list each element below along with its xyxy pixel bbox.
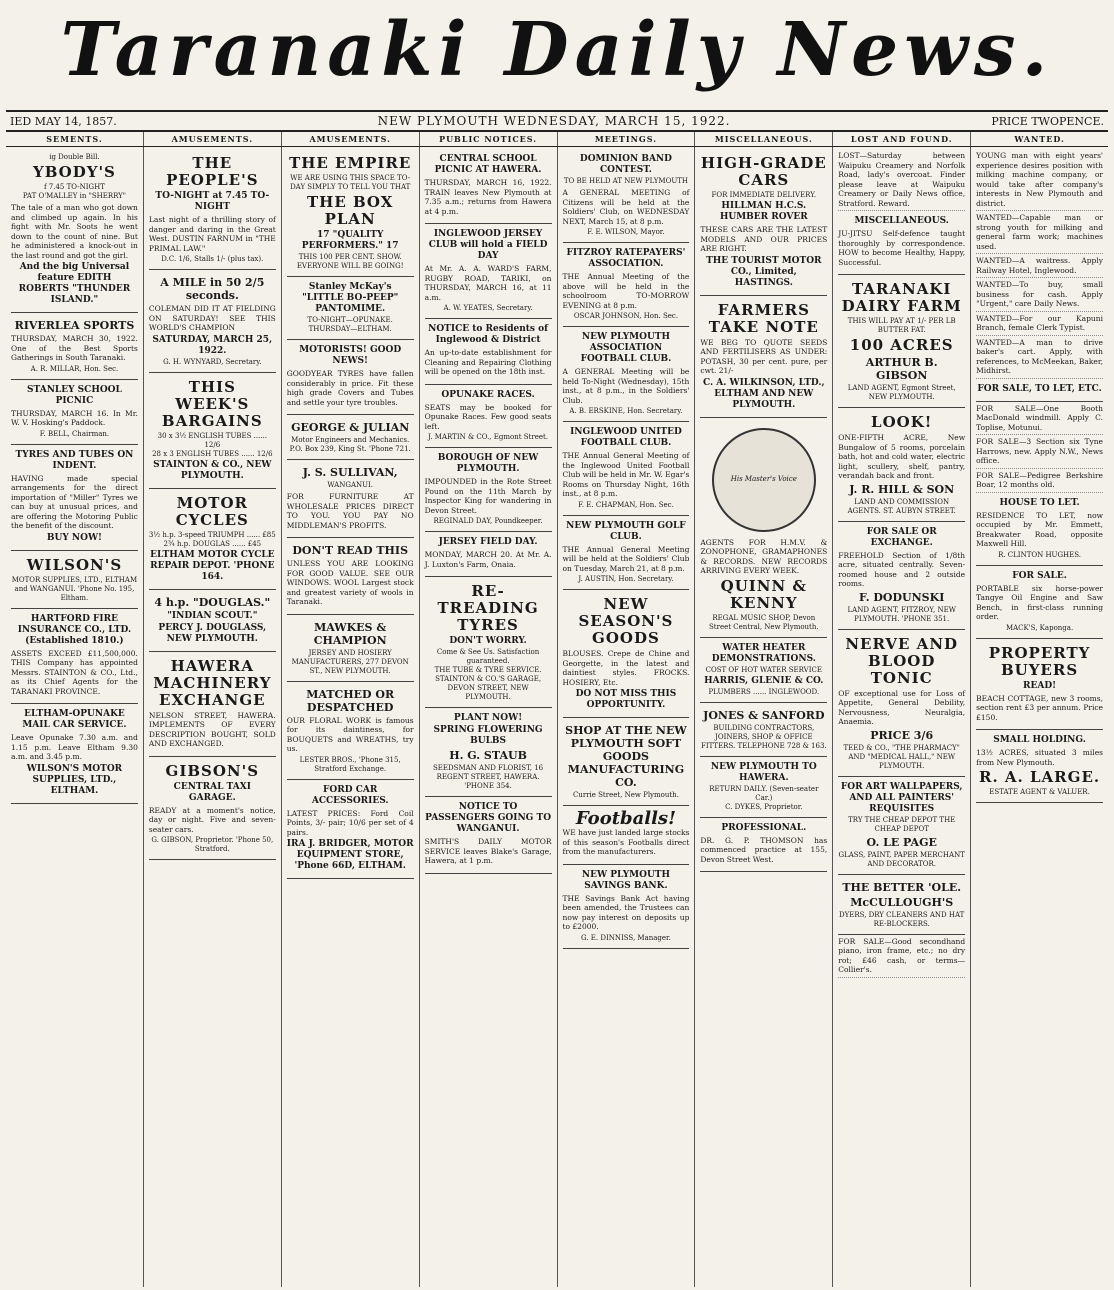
ad-title: J. S. SULLIVAN, [302,466,398,479]
ad-title: HIGH-GRADE CARS [700,154,827,189]
section-for-sale-to-let [976,379,1103,402]
ad-body: READY at a moment's notice, day or night. Five and seven-seater cars. [148,805,276,834]
classified-wanted: WANTED—To buy, small business for cash. Apply "Urgent," care Daily News. [976,278,1103,312]
ad-title: NERVE AND BLOOD TONIC [845,634,959,687]
ad-title: HARTFORD FIRE INSURANCE CO., LTD. (Established 1810.) [17,613,132,646]
ad-body: WE BEG TO QUOTE SEEDS AND FERTILISERS AS UNDER: POTASH, 30 per cent. pure, per cwt. 21/- [700,337,828,375]
ad-body: SMITH'S DAILY MOTOR SERVICE leaves Blake's Garage, Hawera, at 1 p.m. [424,837,552,865]
column-header: PUBLIC NOTICES. [420,132,558,146]
ad-body: UNLESS YOU ARE LOOKING FOR GOOD VALUE. SEE OUR WINDOWS. WOOL Largest stock and greatest variety of wools in Taranaki. [286,559,414,606]
ad-title: MAWKES & CHAMPION [313,620,387,647]
column-2 [144,147,282,1287]
ad-sign: STAINTON & CO., NEW PLYMOUTH. [153,459,272,481]
ad-title: MATCHED OR DESPATCHED [306,687,395,714]
ad-body: THURSDAY, MARCH 16. In Mr. W. V. Hosking's Paddock. [11,408,138,427]
ad-sign: F. E. CHAPMAN, Hon. Sec. [578,500,674,509]
ad-title: PLANT NOW! [453,713,523,723]
ad-body: WE ARE USING THIS SPACE TO-DAY SIMPLY TO TELL YOU THAT [290,174,411,191]
logo-text: His Master's Voice [730,475,797,483]
issue-date: NEW PLYMOUTH WEDNESDAY, MARCH 15, 1922. [377,114,731,128]
ad-property-buyers [976,639,1103,731]
ad-body: 3½ h.p. 3-speed TRIUMPH ...... £85 2¾ h.p. DOUGLAS ...... £45 [148,530,276,548]
column-header: SEMENTS. [6,132,144,146]
ad-body: 13½ ACRES, situated 3 miles from New Plymouth. [976,748,1103,767]
ad-body: THE Annual General Meeting of the Inglewood United Football Club will be held in Mr. W. Egar's Rooms on Thursday Night, 16th inst., at 8 p.m. [562,451,690,498]
ad-title: SHOP AT THE NEW PLYMOUTH SOFT GOODS MANUFACTURING CO. [565,724,687,789]
ad-title: NEW PLYMOUTH SAVINGS BANK. [581,869,670,891]
ad-soft-goods [563,718,690,806]
column-headers [6,132,1108,147]
ad-pantomime [287,277,414,340]
ad-sign: J. R. HILL & SON [849,482,955,496]
classified-wanted: WANTED—For our Kapuni Branch, female Clerk Typist. [976,312,1103,336]
ad-sign: G. E. DINNISS, Manager. [581,933,671,942]
ad-for-sale-exchange [838,522,965,630]
ad-title: FOR SALE. [1012,570,1067,581]
ad-sullivan [287,460,414,538]
ad-line: Currie Street, New Plymouth. [572,791,679,799]
ad-line: THE BOX PLAN [306,193,394,228]
ad-line: ESTATE AGENT & VALUER. [989,788,1090,796]
ad-title: STANLEY SCHOOL PICNIC [27,384,122,406]
classified-wanted: WANTED—Capable man or strong youth for milking and general farm work; machines used. [976,211,1103,254]
established-date: IED MAY 14, 1857. [10,114,117,128]
ad-title: DON'T READ THIS [292,544,409,557]
ad-plant-now [425,708,552,797]
ad-sign: J. MARTIN & CO., Egmont Street. [428,433,549,441]
classified-for-sale: FOR SALE—Pedigree Berkshire Boar, 12 months old. [976,469,1103,493]
ad-title: THIS WEEK'S BARGAINS [161,377,263,430]
ad-title: THE BETTER 'OLE. [842,880,962,894]
column-1 [6,147,144,1287]
classified-wanted: YOUNG man with eight years' experience desires position with milking machine company, or would take after company's interests in New Plymouth and district. [976,149,1103,211]
ad-title: LOOK! [871,413,933,431]
ad-body: DR. G. P. THOMSON has commenced practice at 155, Devon Street West. [700,835,828,864]
ad-sign: F. E. WILSON, Mayor. [587,228,665,236]
ad-riverlea-sports [11,313,138,380]
ad-hartford-insurance [11,609,138,705]
ad-sign: WILSON'S MOTOR SUPPLIES, LTD., ELTHAM. [26,763,123,796]
ad-line: LAND AND COMMISSION AGENTS. ST. AUBYN STREET. [847,497,956,515]
ad-title: YBODY'S [33,163,116,181]
ad-body: PORTABLE six horse-power Tangye Oil Engine and Saw Bench, in first-class running order. [976,583,1103,621]
ad-gibsons [149,757,276,861]
ad-title: HOUSE TO LET. [999,497,1080,508]
columns [6,147,1108,1287]
ad-sign: TEED & CO., "THE PHARMACY" AND "MEDICAL HALL," NEW PLYMOUTH. [843,743,960,770]
ad-portable-engine [976,566,1103,639]
masthead [6,0,1108,96]
ad-title: OPUNAKE RACES. [441,389,535,400]
ad-title: FITZROY RATEPAYERS' ASSOCIATION. [566,248,686,269]
ad-body: DYERS, DRY CLEANERS AND HAT RE-BLOCKERS. [839,910,965,928]
ad-title: HAWERA MACHINERY EXCHANGE [153,656,272,709]
ad-inglewood-jersey-club [425,224,552,319]
column-header: AMUSEMENTS. [144,132,282,146]
ad-title: MOTORISTS! GOOD NEWS! [299,345,402,366]
column-header: WANTED. [1014,134,1065,144]
ad-sign: THE TUBE & TYRE SERVICE. STAINTON & CO.'S GARAGE, DEVON STREET, NEW PLYMOUTH. [434,666,542,701]
column-header: LOST AND FOUND. [833,132,971,146]
column-6 [695,147,833,1287]
ad-matched-despatched [287,682,414,780]
ad-body: An up-to-date establishment for Cleaning and Repairing Clothing will be opened on the 18th inst. [424,348,552,376]
ad-sign: McCULLOUGH'S [850,895,954,909]
ad-body: Leave Opunake 7.30 a.m. and 1.15 p.m. Leave Eltham 9.30 a.m. and 3.45 p.m. [11,733,138,761]
ad-line: DO NOT MISS THIS OPPORTUNITY. [575,689,677,710]
ad-sign: J. AUSTIN, Hon. Secretary. [578,575,674,583]
ad-body: ONE-FIFTH ACRE, New Bungalow of 5 rooms, porcelain bath, hot and cold water, electric light, scullery, shelf, pantry, verandah back and front. [838,433,966,480]
ad-ford-accessories [287,780,414,880]
ad-opunake-races [425,385,552,449]
classified-wanted: WANTED—A waitress. Apply Railway Hotel, Inglewood. [976,254,1103,278]
ad-line: PLUMBERS ...... INGLEWOOD. [708,687,820,696]
ad-body: GOODYEAR TYRES have fallen considerably in price. Fit these high grade Covers and Tubes and settle your tyre troubles. [286,369,414,407]
column-header: MISCELLANEOUS. [695,132,833,146]
ad-title: NOTICE TO PASSENGERS GOING TO WANGANUI. [425,802,552,834]
ad-sign: A. B. ERSKINE, Hon. Secretary. [569,407,683,415]
ad-notice-inglewood [425,319,552,385]
ad-body: The tale of a man who got down and climbed up again. In his fight with Mr. Soots he went down to the count of nine. But he administered a knock-out in the last round and got the girl. [11,203,138,260]
ad-sign: R. A. LARGE. [979,768,1101,786]
ad-douglas [149,590,276,652]
ad-sign: G. GIBSON, Proprietor. 'Phone 50, Stratford. [151,836,274,853]
ad-jersey-field-day [425,532,552,577]
ad-sign: F. BELL, Chairman. [39,429,110,438]
ad-body: THE Annual General Meeting will be held at the Soldiers' Club on Tuesday, March 21, at 8 p.m. [562,544,690,573]
ad-tyres-on-indent [11,445,138,551]
ad-body: WE have just landed large stocks of this season's Footballs direct from the manufacturers. [562,828,690,856]
ad-mawkes-champion [287,615,414,682]
ad-title: ELTHAM-OPUNAKE MAIL CAR SERVICE. [22,709,127,730]
ad-high-grade-cars [700,149,827,296]
classified-lost: LOST—Saturday between Waipuku Creamery and Norfolk Road, lady's overcoat. Finder please leave at Waipuku Creamery or Daily News office, Stratford. Reward. [838,149,965,211]
ad-title: FARMERS TAKE NOTE [708,300,819,336]
ad-title: FORD CAR ACCESSORIES. [311,784,389,806]
column-header: AMUSEMENTS. [282,132,420,146]
ad-everybodys [11,149,138,313]
ad-new-plymouth-hawera [700,757,827,818]
ad-title: INGLEWOOD JERSEY CLUB will hold a FIELD DAY [428,229,548,261]
his-masters-voice-logo [712,428,816,532]
ad-sign: C. A. WILKINSON, LTD., ELTHAM AND NEW PLYMOUTH. [702,377,825,410]
ad-line: SPRING FLOWERING BULBS [433,725,543,746]
ad-line: TO-NIGHT—OPUNAKE. THURSDAY—ELTHAM. [307,316,393,333]
ad-line: WANGANUI. [327,481,374,489]
ad-title: INGLEWOOD UNITED FOOTBALL CLUB. [570,427,682,448]
ad-a-mile [149,270,276,373]
ad-body: FREEHOLD Section of 1/8th acre, situated centrally. Seven-roomed house and 2 outside rooms. [838,550,966,588]
ad-body: SEATS may be booked for Opunake Races. Few good seats left. [424,402,552,431]
ad-dominion-band-contest [563,149,690,243]
ad-line: THIS WILL PAY AT 1/- PER LB BUTTER FAT. [847,317,956,334]
ad-title: GIBSON'S [165,761,260,780]
ad-body: JU-JITSU Self-defence taught thoroughly by correspondence. HOW to become Healthy, Happy, Successful. [838,229,966,267]
ad-title: A MILE in 50 2/5 seconds. [160,276,265,302]
ad-body: RETURN DAILY. (Seven-seater Car.) [709,784,819,802]
ad-body: THURSDAY, MARCH 16, 1922. TRAIN leaves New Plymouth at 7.35 a.m.; returns from Hawera at 4 p.m. [424,178,552,216]
column-3 [282,147,420,1287]
ad-golf-club [563,516,690,591]
ad-body: JERSEY AND HOSIERY MANUFACTURERS, 277 DEVON ST., NEW PLYMOUTH. [291,648,409,675]
ad-line: ig Double Bill. [49,153,100,161]
ad-body: OUR FLORAL WORK is famous for its daintiness, for BOUQUETS and WREATHS, try us. [286,715,414,753]
ad-empire [287,149,414,277]
ad-sign: MACK'S, Kaponga. [1005,623,1074,632]
ad-title: NEW SEASON'S GOODS [578,595,674,647]
ad-title: QUINN & KENNY [720,576,807,612]
ad-body: A GENERAL Meeting will be held To-Night (Wednesday), 15th inst., at 8 p.m., in the Soldiers' Club. [562,367,690,405]
classified-for-sale: FOR SALE—3 Section six Tyne Harrows, new. Apply N.W., News office. [976,435,1103,469]
ad-title: FOR SALE OR EXCHANGE. [866,526,937,548]
ad-small-holding [976,730,1103,803]
ad-title: MOTOR CYCLES [175,493,249,529]
ad-his-masters-voice [700,418,827,638]
ad-title: NEW PLYMOUTH TO HAWERA. [710,761,817,783]
ad-title: TYRES AND TUBES ON INDENT. [15,449,134,471]
ad-sign: ELTHAM MOTOR CYCLE REPAIR DEPOT. 'PHONE 164. [150,549,275,582]
ad-sign: C. DYKES, Proprietor. [725,802,803,811]
ad-notice-wanganui [425,797,552,874]
classified-for-sale: FOR SALE—One Booth MacDonald windmill. Apply C. Toplise, Motunui. [976,402,1103,436]
ad-title: PROFESSIONAL. [721,822,807,833]
ad-line: THIS 100 PER CENT. SHOW. EVERYONE WILL BE GOING! [296,253,404,270]
ad-wilsons [11,551,138,609]
ad-nerve-blood-tonic [838,630,965,777]
ad-title: MISCELLANEOUS. [854,216,949,226]
ad-line: SATURDAY, MARCH 25, 1922. [152,334,273,356]
ad-title: WILSON'S [26,555,123,574]
ad-this-weeks-bargains [149,373,276,489]
ad-sign: REGINALD DAY, Poundkeeper. [433,517,543,525]
ad-title: JERSEY FIELD DAY. [438,537,538,547]
ad-sign: F. DODUNSKI [859,590,945,604]
ad-body: LATEST PRICES: Ford Coil Points, 3/- pair; 10/6 per set of 4 pairs. [286,808,414,837]
ad-title: TARANAKI DAIRY FARM [841,280,962,315]
ad-title: NEW PLYMOUTH ASSOCIATION FOOTBALL CLUB. [580,332,672,364]
ad-sign: PERCY J. DOUGLASS, NEW PLYMOUTH. [158,622,267,644]
ad-title: SMALL HOLDING. [993,735,1086,745]
ad-body: MOTOR SUPPLIES, LTD., ELTHAM and WANGANUI. 'Phone No. 195, Eltham. [11,575,138,602]
ad-title: PROPERTY BUYERS [988,643,1091,679]
ad-title: Stanley McKay's "LITTLE BO-PEEP" PANTOMIME. [302,282,399,314]
ad-body: COLEMAN DID IT AT FIELDING ON SATURDAY! SEE THIS WORLD'S CHAMPION [148,304,276,332]
ad-sign: HARRIS, GLENIE & CO. [704,675,824,686]
ad-title: JONES & SANFORD [703,708,825,722]
ad-sign: REGAL MUSIC SHOP, Devon Street Central, New Plymouth. [709,613,819,631]
price: PRICE TWOPENCE. [991,114,1104,128]
ad-look [838,408,965,522]
ad-line: BUY NOW! [46,532,102,543]
ad-title: BOROUGH OF NEW PLYMOUTH. [437,453,539,474]
ad-body: AGENTS FOR H.M.V. & ZONOPHONE, GRAMAPHONES & RECORDS. NEW RECORDS ARRIVING EVERY WEEK. [700,537,828,575]
ad-farmers-take-note [700,296,827,418]
ad-peoples-theatre [149,149,276,270]
ad-line: TO BE HELD AT NEW PLYMOUTH [563,177,689,185]
ad-savings-bank [563,865,690,949]
ad-body: THURSDAY, MARCH 30, 1922. One of the Best Sports Gatherings in South Taranaki. [11,334,138,362]
ad-sign: H. G. STAUB [449,749,527,762]
ad-line: LAND AGENT, FITZROY, NEW PLYMOUTH. 'PHONE 351. [847,605,956,623]
ad-title: NEW PLYMOUTH GOLF CLUB. [566,520,686,542]
ad-taranaki-dairy-farm [838,275,965,408]
ad-motor-cycles [149,489,276,590]
ad-body: Motor Engineers and Mechanics. P.O. Box 239, King St. 'Phone 721. [289,436,411,453]
ad-eltham-mail-car [11,704,138,804]
ad-line: f 7.45 TO-NIGHT PAT O'MALLEY in "SHERRY" [22,183,126,200]
ad-sign: IRA J. BRIDGER, MOTOR EQUIPMENT STORE, 'Phone 66D, ELTHAM. [286,839,414,871]
ad-fitzroy-ratepayers [563,243,690,327]
ad-title: FOR ART WALLPAPERS, AND ALL PAINTERS' REQUISITES [840,781,963,814]
ad-title: NOTICE to Residents of Inglewood & District [428,324,549,345]
column-7 [833,147,971,1287]
ad-sign: R. CLINTON HUGHES. [998,550,1082,559]
ad-body: OF exceptional use for Loss of Appetite, General Debility, Nervousness, Neuralgia, Anaemia. [838,688,966,726]
ad-borough-new-plymouth [425,448,552,532]
column-header: MEETINGS. [558,132,696,146]
ad-water-heater [700,638,827,703]
section-title: FOR SALE, TO LET, ETC. [977,383,1102,394]
ad-line: HILLMAN H.C.S. HUMBER ROVER [719,201,808,222]
ad-title: DOMINION BAND CONTEST. [579,154,672,175]
ad-line: GLASS, PAINT, PAPER MERCHANT AND DECORATOR. [838,850,965,868]
ad-line: "INDIAN SCOUT." [167,610,258,621]
ad-line: TO-NIGHT at 7.45 TO-NIGHT [155,191,270,212]
ad-title: GEORGE & JULIAN [291,421,410,434]
ad-line: PRICE 3/6 [870,728,934,742]
ad-line: TRY THE CHEAP DEPOT THE CHEAP DEPOT [848,815,956,833]
column-4 [420,147,558,1287]
ad-line: SEEDSMAN AND FLORIST, 16 REGENT STREET, HAWERA. 'PHONE 354. [433,764,544,790]
ad-house-to-let [976,493,1103,566]
ad-miscellaneous [838,211,965,275]
ad-line: And the big Universal feature EDITH ROBERTS "THUNDER ISLAND." [18,262,131,305]
ad-line: LAND AGENT, Egmont Street, NEW PLYMOUTH. [847,384,956,401]
ad-body: 30 x 3½ ENGLISH TUBES ...... 12/6 28 x 3 ENGLISH TUBES ...... 12/6 [152,431,273,458]
ad-line: D.C. 1/6, Stalls 1/- (plus tax). [161,255,264,263]
ad-body: HAVING made special arrangements for the direct importation of "Miller" Tyres we can buy at unusual prices, and are offering the Motoring Public the benefit of the discount. [11,473,138,530]
ad-retreading-tyres [425,577,552,708]
ad-line: 100 ACRES [849,336,954,354]
ad-title: THE PEOPLE'S [166,154,259,189]
ad-body: Come & See Us. Satisfaction guaranteed. [436,648,540,665]
ad-sign: LESTER BROS., 'Phone 315, Stratford Exchange. [299,755,401,773]
ad-hawera-machinery [149,652,276,757]
ad-line: READ! [1023,680,1057,691]
ad-body: A GENERAL MEETING of Citizens will be held at the Soldiers' Club, on WEDNESDAY NEXT, March 15, at 8 p.m. [562,188,690,226]
ad-title: RE-TREADING TYRES [437,582,539,634]
ad-central-school-picnic [425,149,552,224]
ad-professional [700,818,827,873]
ad-sign: ARTHUR B. GIBSON [865,356,938,382]
ad-title: Footballs! [575,808,676,829]
ad-line: FOR IMMEDIATE DELIVERY. [711,191,817,199]
ad-motorists-good-news [287,340,414,415]
ad-body: BLOUSES. Crepe de Chine and Georgette, in the latest and daintiest styles. FROCKS. HOSIERY, Etc. [562,649,690,687]
column-5 [558,147,696,1287]
ad-sign: A. W. YEATES, Secretary. [443,304,533,312]
ad-jones-sanford [700,703,827,757]
ad-art-wallpapers [838,777,965,875]
ad-line: DON'T WORRY. [449,636,527,646]
ad-body: FOR FURNITURE AT WHOLESALE PRICES DIRECT TO YOU. YOU PAY NO MIDDLEMAN'S PROFITS. [286,492,414,530]
ad-footballs [563,806,690,865]
ad-body: MONDAY, MARCH 20. At Mr. A. J. Luxton's Farm, Onaia. [424,550,552,569]
ad-body: BUILDING CONTRACTORS, JOINERS, SHOP & OFFICE FITTERS. TELEPHONE 728 & 163. [700,723,827,750]
ad-sign: OSCAR JOHNSON, Hon. Sec. [573,312,679,320]
ad-sign: G. H. WYNYARD, Secretary. [163,357,262,366]
ad-title: CENTRAL SCHOOL PICNIC AT HAWERA. [434,154,542,175]
ad-title: THE EMPIRE [289,154,412,172]
ad-title: RIVERLEA SPORTS [14,319,135,332]
classified-wanted: WANTED—A man to drive baker's cart. Apply, with references, to McMeekan, Baker, Midhirst. [976,336,1103,379]
ad-line: COST OF HOT WATER SERVICE [705,665,822,674]
ad-body: THE Annual Meeting of the above will be held in the schoolroom TO-MORROW EVENING at 8 p.m. [562,272,690,310]
ad-body: BEACH COTTAGE, new 3 rooms, section rent £3 per annum. Price £150. [976,693,1103,722]
ad-body: IMPOUNDED in the Rote Street Pound on the 11th March by Inspector King for wandering in Devon Street. [424,477,552,515]
ad-inglewood-football [563,422,690,516]
ad-better-ole [838,875,965,935]
classified-piano: FOR SALE—Good secondhand piano, iron frame, etc.; no dry rot; £46 cash, or terms—Collier's. [838,935,965,978]
ad-sign: A. R. MILLAR, Hon. Sec. [30,364,119,373]
ad-body: THE Savings Bank Act having been amended, the Trustees can now pay interest on deposits up to £2000. [562,893,690,931]
column-8 [971,147,1108,1287]
ad-dont-read-this [287,538,414,615]
ad-title: 4 h.p. "DOUGLAS." [154,595,271,609]
ad-body: At Mr. A. A. WARD'S FARM, RUGBY ROAD, TARIKI, on THURSDAY, MARCH 16, at 11 a.m. [424,264,552,302]
ad-body: THESE CARS ARE THE LATEST MODELS AND OUR PRICES ARE RIGHT. [700,225,828,253]
ad-line: 17 "QUALITY PERFORMERS." 17 [301,230,399,251]
ad-title: WATER HEATER DEMONSTRATIONS. [711,642,816,664]
ad-sign: O. LE PAGE [866,835,937,849]
ad-body: NELSON STREET, HAWERA. IMPLEMENTS OF EVERY DESCRIPTION BOUGHT, SOLD AND EXCHANGED. [148,710,276,748]
ad-line: CENTRAL TAXI GARAGE. [173,781,251,803]
ad-association-football [563,327,690,422]
newspaper-title: Taranaki Daily News. [60,8,1054,92]
ad-body: ASSETS EXCEED £11,500,000. THIS Company has appointed Messrs. STAINTON & CO., Ltd., as its Chief Agents for the TARANAKI PROVINCE. [11,648,138,696]
ad-stanley-school-picnic [11,380,138,445]
ad-sign: THE TOURIST MOTOR CO., Limited, HASTINGS. [706,255,822,288]
ad-body: Last night of a thrilling story of danger and daring in the Great West. DUSTIN FARNUM in "THE PRIMAL LAW." [148,215,276,253]
dateline [6,110,1108,132]
ad-body: RESIDENCE TO LET, now occupied by Mr. Emmett, Breakwater Road, opposite Maxwell Hill. [976,510,1103,548]
ad-new-seasons-goods [563,590,690,718]
ad-george-julian [287,415,414,460]
